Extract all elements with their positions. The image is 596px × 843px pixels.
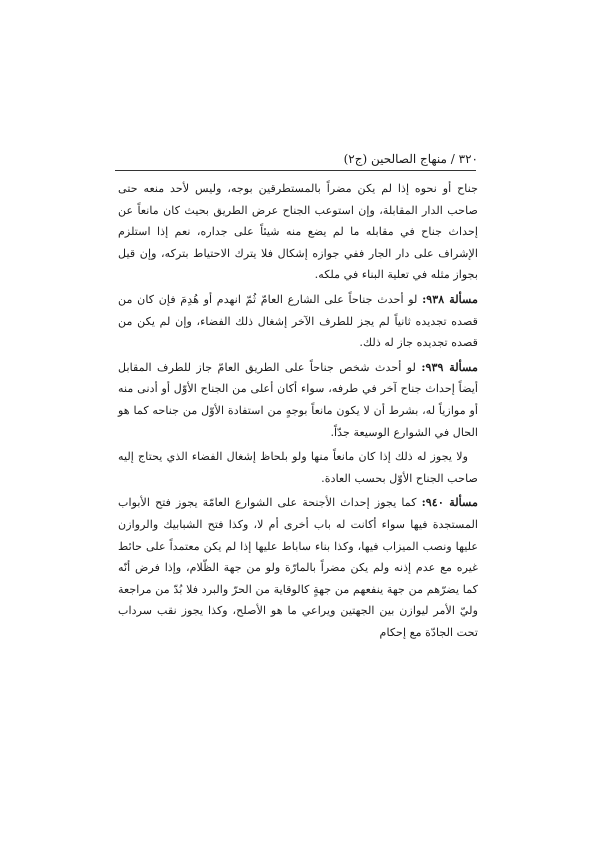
paragraph-continuation: [118, 178, 478, 286]
paragraph-followup: [118, 446, 478, 489]
masala-label: مسألة ٩٣٩:: [421, 359, 478, 374]
masala-938: [118, 289, 478, 354]
masala-label: مسألة ٩٣٨:: [422, 291, 479, 306]
masala-940: [118, 492, 478, 643]
header-divider: [115, 170, 476, 171]
page-body: [118, 178, 478, 646]
masala-939: [118, 357, 478, 443]
paragraph-text: لو أحدث جناحاً على الشارع العامّ ثُمّ انهدم أو هُدِمَ فإن كان من قصده تجديده ثانياً لم يجز للطرف الآخر إشغال ذلك الفضاء، وإن لم يكن من قصده تجديده جاز له ذلك.: [118, 292, 478, 350]
paragraph-text: ولا يجوز له ذلك إذا كان مانعاً منها ولو بلحاظ إشغال الفضاء الذي يحتاج إليه صاحب الجناح الأوّل بحسب العادة.: [118, 450, 478, 485]
running-head: ٣٢٠ / منهاج الصالحين (ج٢): [343, 152, 478, 166]
masala-label: مسألة ٩٤٠:: [421, 495, 478, 510]
paragraph-text: جناح أو نحوه إذا لم يكن مضراً بالمستطرقين بوجه، وليس لأحد منعه حتى صاحب الدار المقابلة، وإن استوعب الجناح عرض الطريق بحيث كان مانعاً عن إحداث جناح في مقابله ما لم يضع منه شيئاً على جداره، نعم إذا استلزم الإشراف على دار الجار ففي جوازه إشكال فلا يترك الاحتياط بتركه، وإن قيل بجواز مثله في تعلية البناء في ملكه.: [118, 182, 478, 282]
paragraph-text: لو أحدث شخص جناحاً على الطريق العامّ جاز للطرف المقابل أيضاً إحداث جناح آخر في طرفه، سواء أكان أعلى من الجناح الأوّل أو أدنى منه أو موازياً له، بشرط أن لا يكون مانعاً بوجهٍ من استفادة الأوّل من جناحه كما هو الحال في الشوارع الوسيعة جدّاً.: [118, 360, 478, 439]
paragraph-text: كما يجوز إحداث الأجنحة على الشوارع العامّة يجوز فتح الأبواب المستجدة فيها سواء أكانت له باب أخرى أم لا، وكذا فتح الشبابيك والروازن عليها ونصب الميزاب فيها، وكذا بناء ساباط عليها إذا لم يكن معتمداً على حائط غيره مع عدم إذنه ولم يكن مضراً بالمارّة ولو من جهة الظّلام، وإذا فرض أنّه كما يضرّهم من جهة ينفعهم من جهةٍ كالوقاية من الحرّ والبرد فلا بُدّ من مراجعة وليّ الأمر ليوازن بين الجهتين ويراعي ما هو الأصلح، وكذا يجوز نقب سرداب تحت الجادّة مع إحكام: [118, 496, 478, 639]
